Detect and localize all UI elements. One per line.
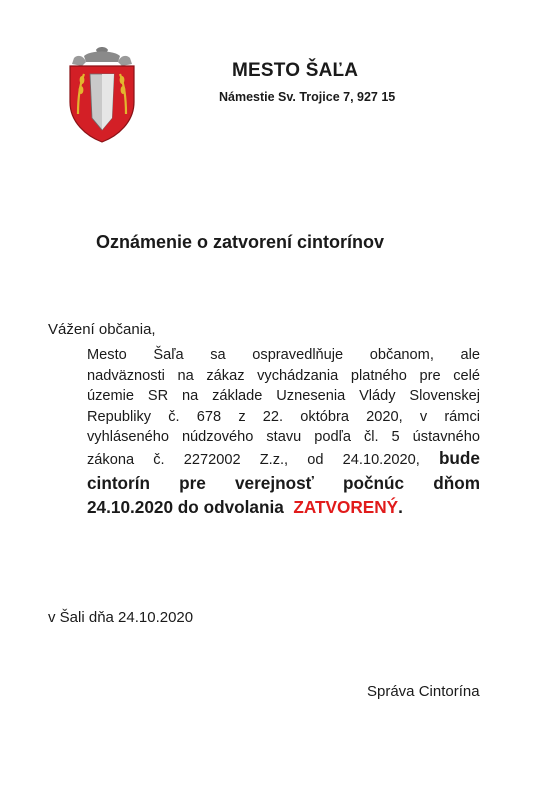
body-line xyxy=(87,448,480,471)
announcement-body xyxy=(87,345,480,519)
salutation: Vážení občania, xyxy=(48,321,156,338)
city-name: MESTO ŠAĽA xyxy=(232,60,359,81)
body-line: územie SR na základe Uznesenia Vlády Slovenskej xyxy=(87,388,480,405)
document-title: Oznámenie o zatvorení cintorínov xyxy=(96,232,385,252)
city-address: Námestie Sv. Trojice 7, 927 15 xyxy=(219,90,396,104)
emphasis-bude: bude xyxy=(438,447,480,468)
closed-notice: ZATVORENÝ xyxy=(293,496,399,517)
body-line: vyhláseného núdzového stavu podľa čl. 5 ústavného xyxy=(87,429,480,446)
period: . xyxy=(398,496,403,517)
coat-of-arms-icon xyxy=(60,44,144,144)
signature: Správa Cintorína xyxy=(367,683,480,700)
body-line-emphasis: cintorín pre verejnosť počnúc dňom xyxy=(87,472,480,493)
body-line-date: 24.10.2020 do odvolania xyxy=(87,496,284,517)
body-line-emphasis xyxy=(87,495,480,519)
body-line: Mesto Šaľa sa ospravedlňuje občanom, ale xyxy=(87,347,480,363)
body-line-text: zákona č. 2272002 Z.z., od 24.10.2020, xyxy=(87,451,420,468)
body-line: Republiky č. 678 z 22. októbra 2020, v rámci xyxy=(87,408,480,425)
body-line: nadväznosti na zákaz vychádzania platného pre celé xyxy=(87,367,480,384)
place-and-date: v Šali dňa 24.10.2020 xyxy=(48,609,194,626)
